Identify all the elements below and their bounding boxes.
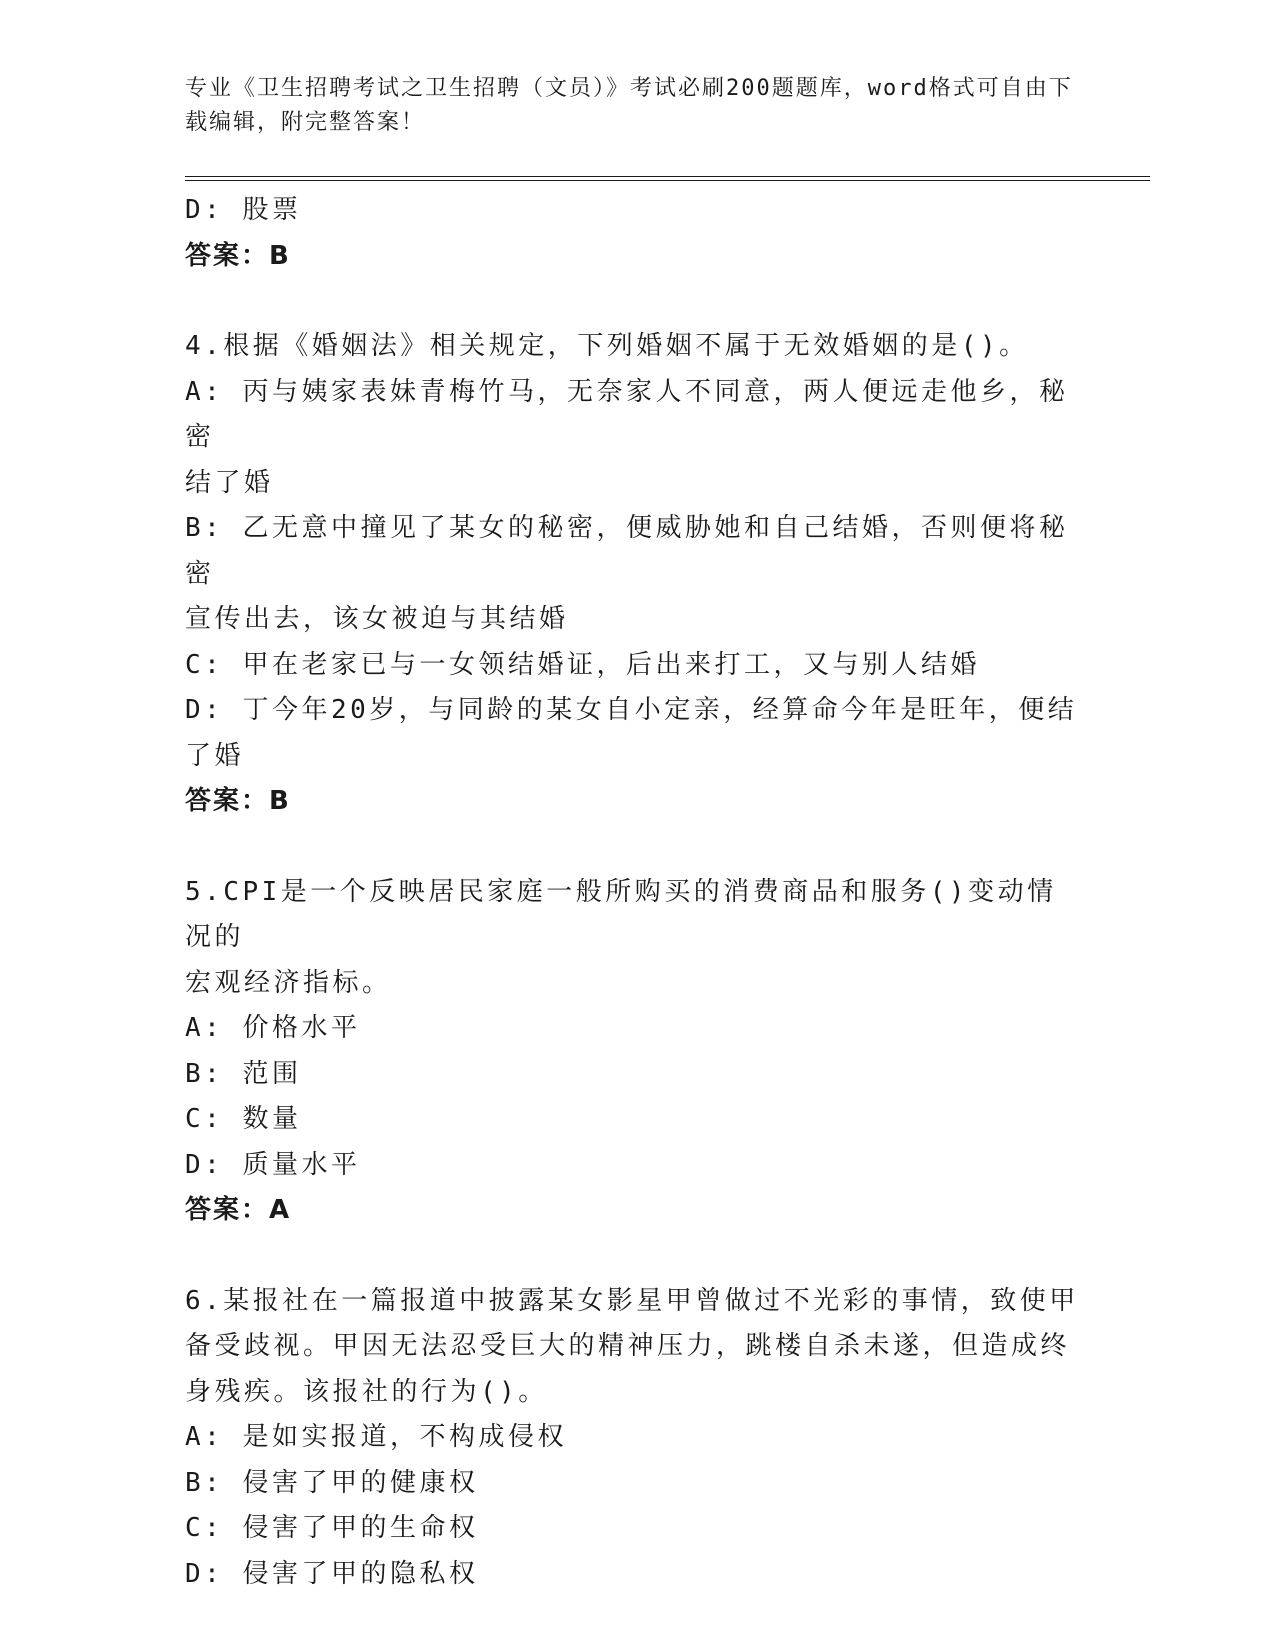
option-d: D: 质量水平 xyxy=(185,1149,361,1180)
answer-line: 答案：B xyxy=(185,240,291,271)
option-b-cont: 宣传出去，该女被迫与其结婚 xyxy=(185,604,569,634)
question-4 xyxy=(185,324,1085,825)
option-a-cont: 结了婚 xyxy=(185,467,274,498)
answer-line: 答案：B xyxy=(185,786,291,816)
question-stem-cont: 备受歧视。甲因无法忍受巨大的精神压力，跳楼自杀未遂，但造成终 xyxy=(185,1331,1071,1361)
option-b: B: 乙无意中撞见了某女的秘密，便威胁她和自己结婚，否则便将秘密 xyxy=(185,513,1069,589)
document-body xyxy=(185,188,1085,1597)
question-6 xyxy=(185,1279,1085,1598)
question-stem: 5.CPI是一个反映居民家庭一般所购买的消费商品和服务()变动情况的 xyxy=(185,876,1057,952)
question-stem: 6.某报社在一篇报道中披露某女影星甲曾做过不光彩的事情，致使甲 xyxy=(185,1285,1079,1316)
option-c: C: 数量 xyxy=(185,1104,302,1134)
option-d: D: 股票 xyxy=(185,195,302,225)
header-divider xyxy=(185,176,1150,181)
answer-line: 答案：A xyxy=(185,1195,292,1225)
document-header: 专业《卫生招聘考试之卫生招聘（文员）》考试必刷200题题库，word格式可自由下载编辑，附完整答案！ xyxy=(185,76,1073,135)
question-3-tail xyxy=(185,188,1085,279)
option-a: A: 是如实报道，不构成侵权 xyxy=(185,1422,567,1452)
option-b: B: 侵害了甲的健康权 xyxy=(185,1467,479,1498)
question-5 xyxy=(185,870,1085,1234)
option-b: B: 范围 xyxy=(185,1058,302,1089)
question-stem-cont: 宏观经济指标。 xyxy=(185,967,392,998)
question-stem: 4.根据《婚姻法》相关规定，下列婚姻不属于无效婚姻的是()。 xyxy=(185,331,1029,361)
question-stem-cont: 身残疾。该报社的行为()。 xyxy=(185,1376,548,1407)
option-c: C: 甲在老家已与一女领结婚证，后出来打工，又与别人结婚 xyxy=(185,649,980,680)
option-a: A: 价格水平 xyxy=(185,1013,361,1043)
option-d-cont: 了婚 xyxy=(185,740,245,771)
option-d: D: 侵害了甲的隐私权 xyxy=(185,1558,479,1589)
option-c: C: 侵害了甲的生命权 xyxy=(185,1513,479,1543)
option-d: D: 丁今年20岁，与同龄的某女自小定亲，经算命今年是旺年，便结 xyxy=(185,695,1078,725)
option-a: A: 丙与姨家表妹青梅竹马，无奈家人不同意，两人便远走他乡，秘密 xyxy=(185,376,1069,452)
